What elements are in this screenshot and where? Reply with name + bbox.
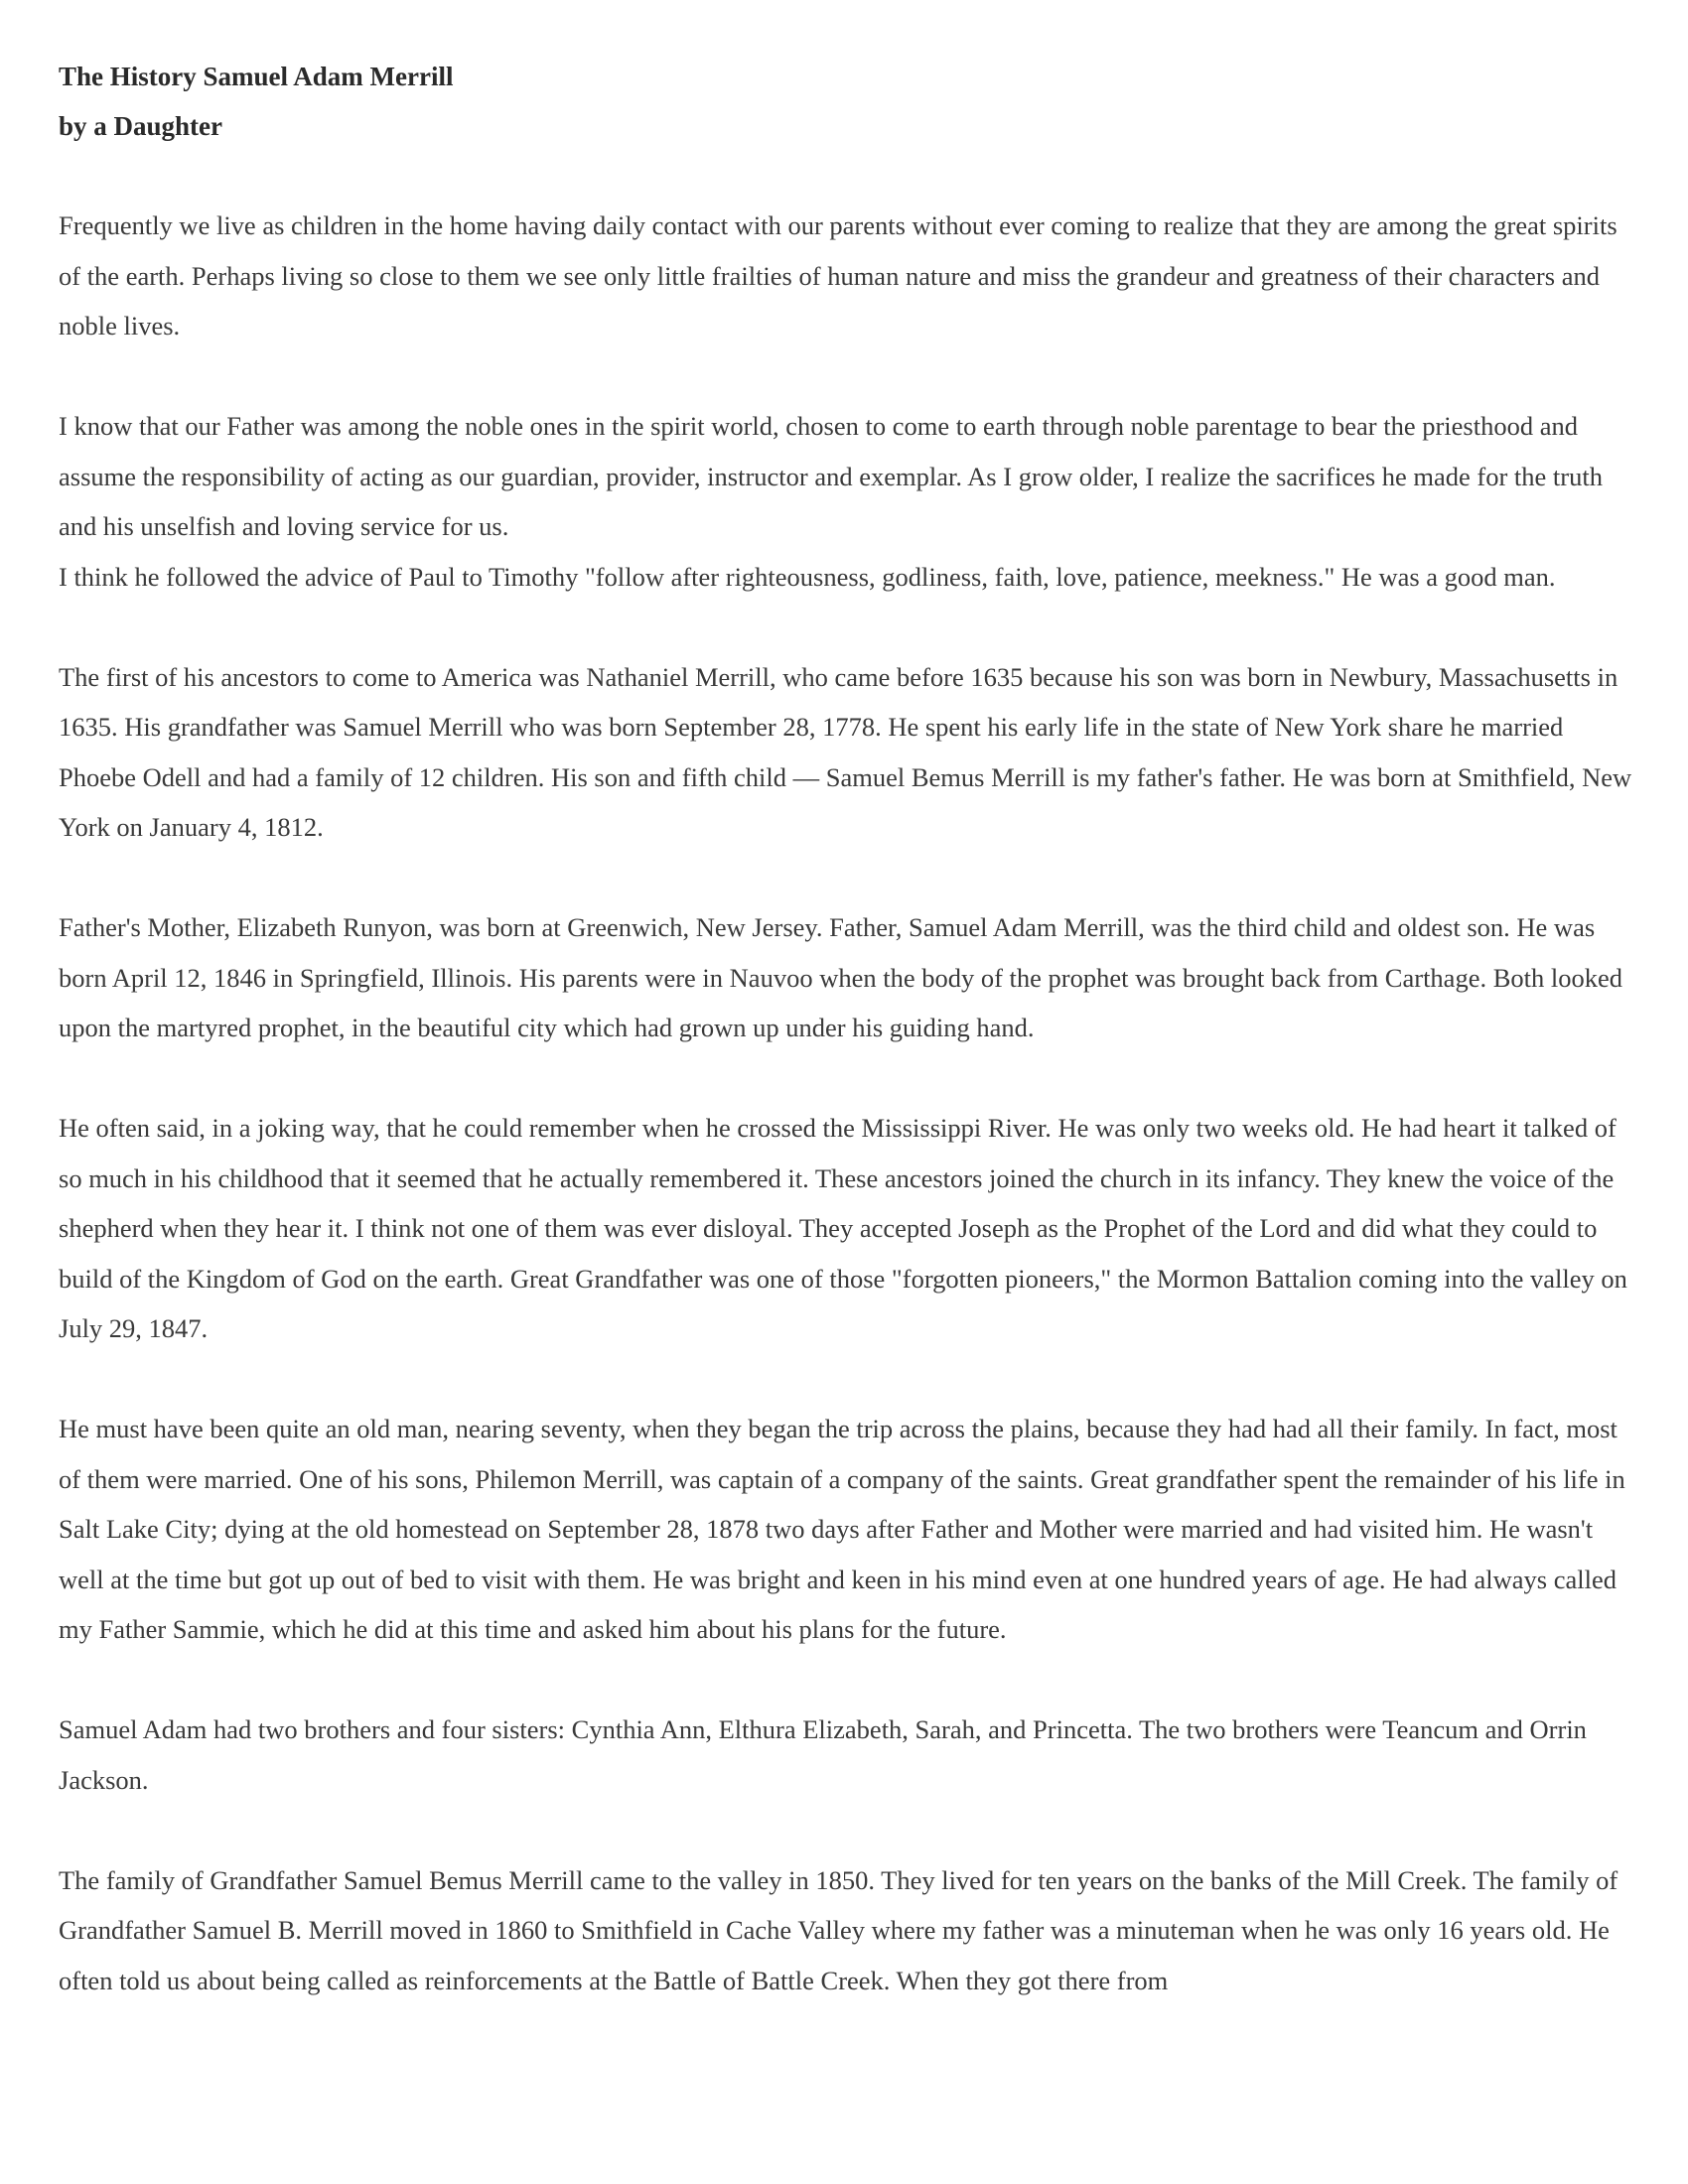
document-subtitle: by a Daughter — [59, 111, 223, 141]
paragraph-7: He must have been quite an old man, nearing seventy, when they began the trip across the plains, because they had had all their family. In fact, most of them were married. One of his sons, Philemon Merrill, was captain of a company of the saints. Great grandfather spent the remainder of his life in Salt Lake City; dying at the old homestead on September 28, 1878 two days after Father and Mother were married and had visited him. He wasn't well at the time but got up out of bed to visit with them. He was bright and keen in his mind even at one hundred years of age. He had always called my Father Sammie, which he did at this time and asked him about his plans for the future. — [59, 1414, 1625, 1644]
paragraph-9: The family of Grandfather Samuel Bemus Merrill came to the valley in 1850. They lived for ten years on the banks of the Mill Creek. The family of Grandfather Samuel B. Merrill moved in 1860 to Smithfield in Cache Valley where my father was a minuteman when he was only 16 years old. He often told us about being called as reinforcements at the Battle of Battle Creek. When they got there from — [59, 1864, 1618, 1995]
document-body — [59, 201, 1637, 2005]
paragraph-3: I think he followed the advice of Paul to Timothy "follow after righteousness, godliness, faith, love, patience, meekness." He was a good man. — [59, 561, 1556, 592]
paragraph-5: Father's Mother, Elizabeth Runyon, was born at Greenwich, New Jersey. Father, Samuel Adam Merrill, was the third child and oldest son. He was born April 12, 1846 in Springfield, Illinois. His parents were in Nauvoo when the body of the prophet was brought back from Carthage. Both looked upon the martyred prophet, in the beautiful city which had grown up under his guiding hand. — [59, 912, 1622, 1042]
paragraph-4: The first of his ancestors to come to America was Nathaniel Merrill, who came before 1635 because his son was born in Newbury, Massachusetts in 1635. His grandfather was Samuel Merrill who was born September 28, 1778. He spent his early life in the state of New York share he married Phoebe Odell and had a family of 12 children. His son and fifth child — Samuel Bemus Merrill is my father's father. He was born at Smithfield, New York on January 4, 1812. — [59, 661, 1632, 842]
paragraph-8: Samuel Adam had two brothers and four sisters: Cynthia Ann, Elthura Elizabeth, Sarah, and Princetta. The two brothers were Teancum and Orrin Jackson. — [59, 1714, 1587, 1795]
paragraph-6: He often said, in a joking way, that he could remember when he crossed the Mississippi River. He was only two weeks old. He had heart it talked of so much in his childhood that it seemed that he actually remembered it. These ancestors joined the church in its infancy. They knew the voice of the shepherd when they hear it. I think not one of them was ever disloyal. They accepted Joseph as the Prophet of the Lord and did what they could to build of the Kingdom of God on the earth. Great Grandfather was one of those "forgotten pioneers," the Mormon Battalion coming into the valley on July 29, 1847. — [59, 1113, 1627, 1343]
document-page — [59, 52, 1637, 2005]
paragraph-1: Frequently we live as children in the home having daily contact with our parents without ever coming to realize that they are among the great spirits of the earth. Perhaps living so close to them we see only little frailties of human nature and miss the grandeur and greatness of their characters and noble lives. — [59, 210, 1618, 341]
paragraph-2: I know that our Father was among the noble ones in the spirit world, chosen to come to earth through noble parentage to bear the priesthood and assume the responsibility of acting as our guardian, provider, instructor and exemplar. As I grow older, I realize the sacrifices he made for the truth and his unselfish and loving service for us. — [59, 411, 1603, 541]
document-title: The History Samuel Adam Merrill — [59, 62, 454, 91]
